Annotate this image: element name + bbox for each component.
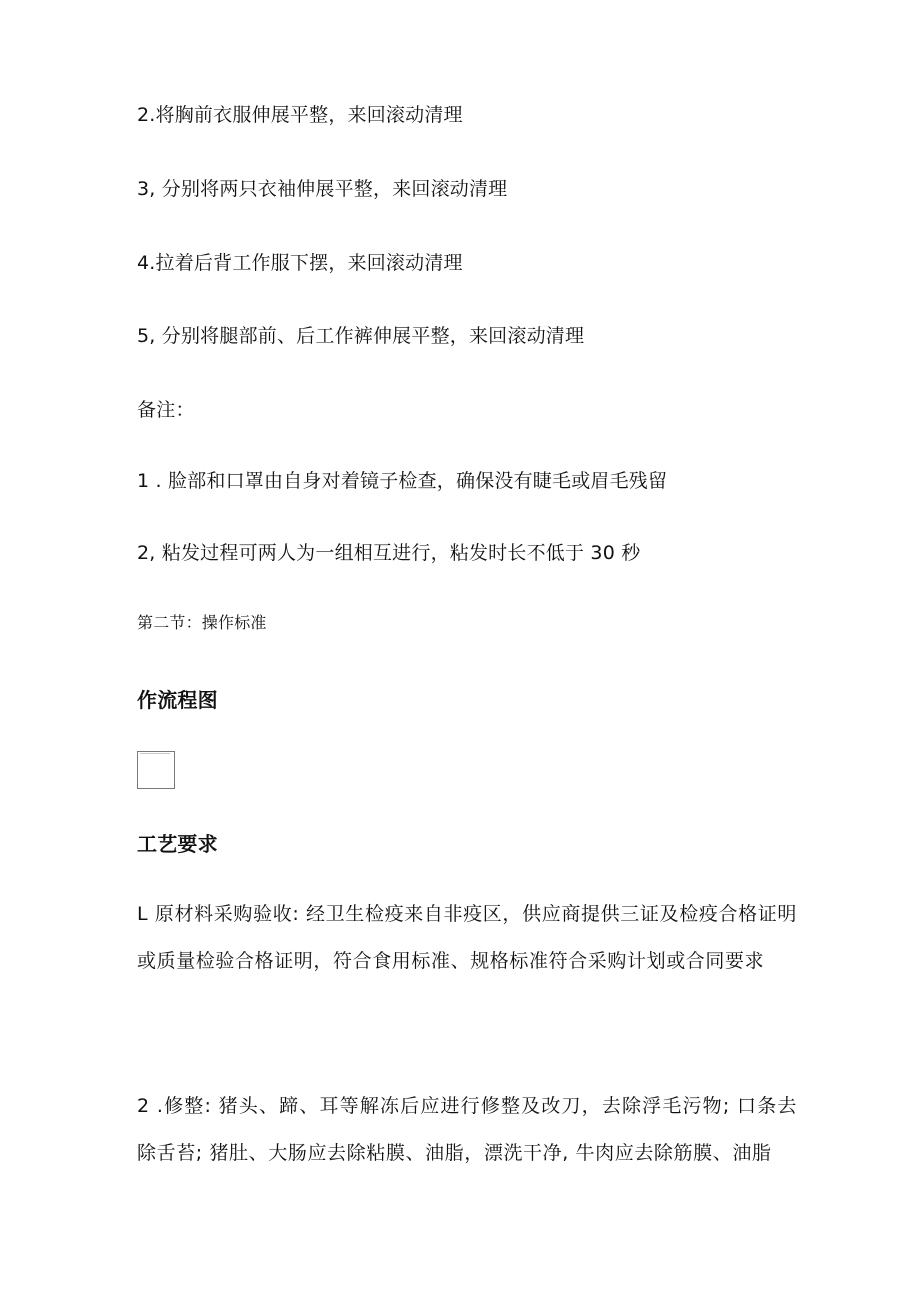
section-title: 第二节：操作标准 (137, 613, 267, 632)
note-1-text: 1 . 脸部和口罩由自身对着镜子检查，确保没有睫毛或眉毛残留 (137, 470, 668, 492)
step-2-text: 2.将胸前衣服伸展平整，来回滚动清理 (137, 104, 463, 126)
process-heading: 工艺要求 (137, 832, 218, 856)
notes-label: 备注： (137, 399, 195, 421)
broken-image-icon (140, 753, 170, 757)
flowchart-heading: 作流程图 (137, 688, 218, 712)
requirement-1-paragraph: L 原材料采购验收: 经卫生检疫来自非疫区，供应商提供三证及检疫合格证明或质量检验合格证明，符合食用标准、规格标准符合采购计划或合同要求 (137, 903, 797, 972)
note-2-text: 2, 粘发过程可两人为一组相互进行，粘发时长不低于 30 秒 (137, 542, 641, 564)
step-4-text: 4.拉着后背工作服下摆，来回滚动清理 (137, 252, 463, 274)
flowchart-image-placeholder (137, 751, 175, 789)
step-3-text: 3, 分别将两只衣袖伸展平整，来回滚动清理 (137, 178, 508, 200)
requirement-2-paragraph: 2 .修整: 猪头、蹄、耳等解冻后应进行修整及改刀，去除浮毛污物; 口条去除舌苔; 猪肚、大肠应去除粘膜、油脂，漂洗干净, 牛肉应去除筋膜、油脂 (137, 1095, 797, 1164)
step-5-text: 5, 分别将腿部前、后工作裤伸展平整，来回滚动清理 (137, 325, 585, 347)
